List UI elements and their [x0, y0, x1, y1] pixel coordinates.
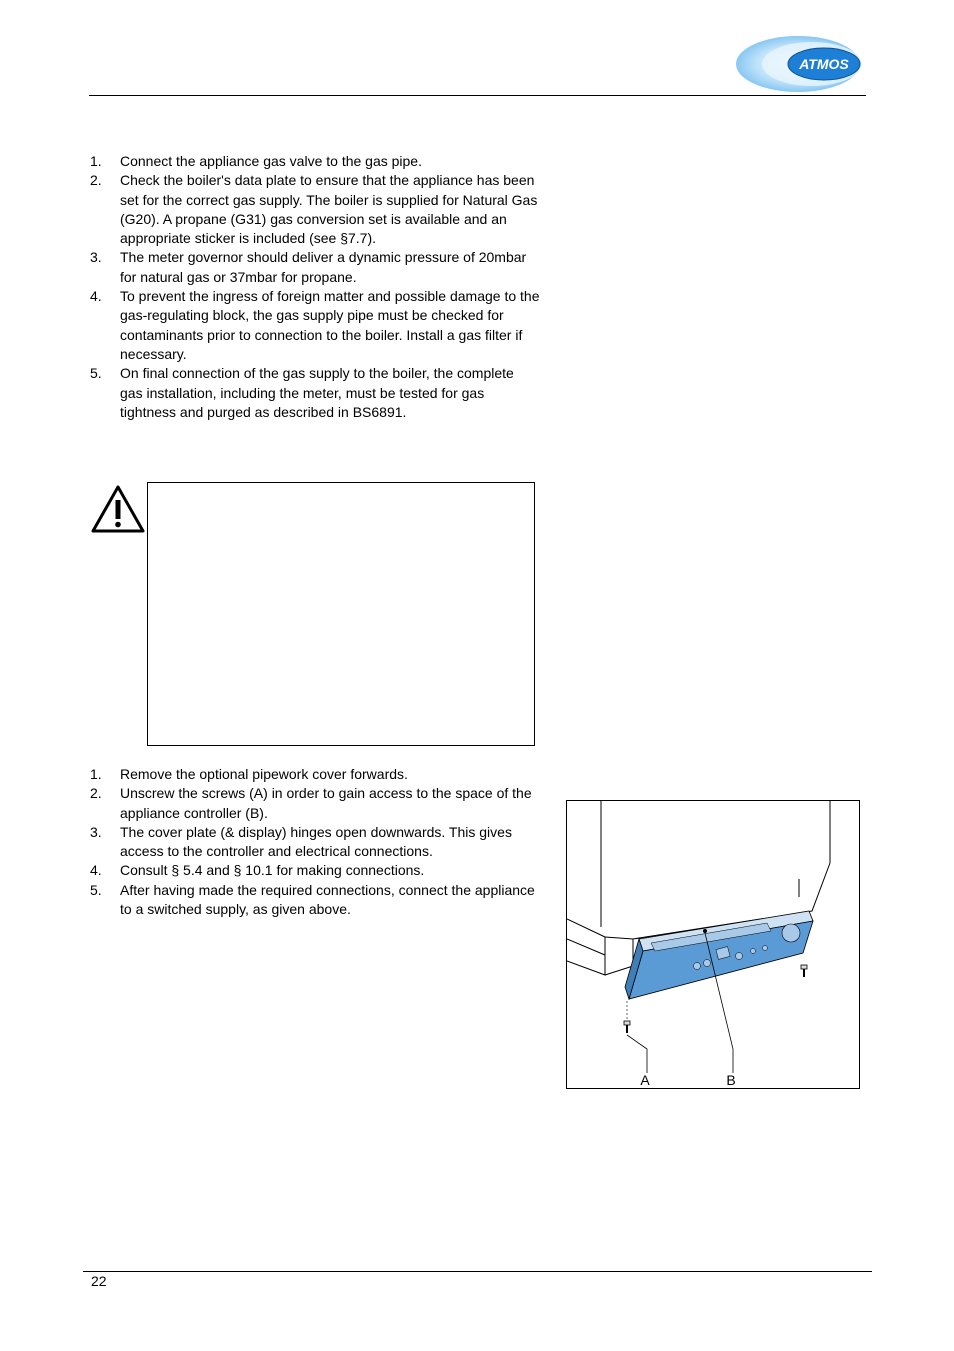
list-item: 3. The cover plate (& display) hinges open downwards. This gives access to the controller and electrical connections. — [90, 823, 512, 860]
list-item: 1. Connect the appliance gas valve to the gas pipe. — [90, 153, 422, 169]
list-item: 4. Consult § 5.4 and § 10.1 for making connections. — [90, 862, 425, 879]
electrical-connection-steps — [90, 765, 540, 919]
page-number: 22 — [91, 1273, 107, 1289]
footer-rule — [83, 1271, 872, 1272]
list-item: 5. After having made the required connections, connect the appliance to a switched supply, as given above. — [90, 881, 535, 918]
atmos-logo — [734, 34, 864, 94]
controller-access-figure — [566, 800, 860, 1089]
header-rule — [89, 95, 866, 96]
warning-box — [147, 482, 535, 746]
screw-icon — [624, 1001, 630, 1033]
list-item: 1. Remove the optional pipework cover forwards. — [90, 766, 408, 782]
list-item: 2. Unscrew the screws (A) in order to gain access to the space of the appliance controller (B). — [90, 785, 532, 821]
svg-text:ATMOS: ATMOS — [799, 56, 849, 72]
list-item: 5. On final connection of the gas supply to the boiler, the complete gas installation, including the meter, must be tested for gas tightness and purged as described in BS6891. — [90, 365, 514, 420]
warning-icon — [90, 484, 146, 534]
list-item: 3. The meter governor should deliver a dynamic pressure of 20mbar for natural gas or 37mbar for propane. — [90, 249, 527, 285]
list-item: 2. Check the boiler's data plate to ensure that the appliance has been set for the correct gas supply. The boiler is supplied for Natural Gas (G20). A propane (G31) gas conversion set is available and an appropriate sticker is included (see §7.7). — [90, 172, 538, 247]
figure-label-a: A — [640, 1072, 650, 1088]
controller-panel — [625, 911, 813, 999]
figure-label-b: B — [726, 1072, 736, 1088]
list-item: 4. To prevent the ingress of foreign matter and possible damage to the gas-regulating block, the gas supply pipe must be checked for contaminants prior to connection to the boiler. Install a gas filter if necessary. — [90, 288, 540, 362]
screw-icon — [801, 965, 807, 977]
gas-connection-steps — [90, 152, 540, 422]
